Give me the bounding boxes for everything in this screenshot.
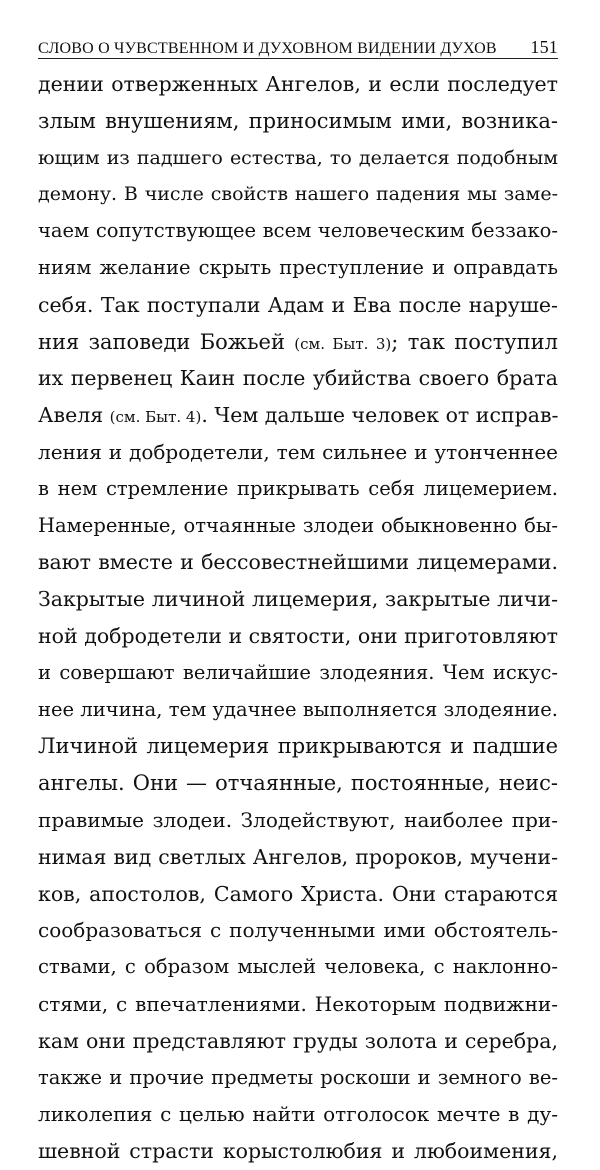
- text-line: чаем сопутствующее всем человеческим беззако-: [38, 219, 558, 243]
- text-line: шевной страсти корыстолюбия и любоимения,: [38, 1139, 558, 1164]
- chapter-title: СЛОВО О ЧУВСТВЕННОМ И ДУХОВНОМ ВИДЕНИИ ДУХОВ: [38, 40, 497, 57]
- text-line: и совершают величайшие злодеяния. Чем искус-: [38, 660, 558, 684]
- text-line: злым внушениям, приносимым ими, возника-: [38, 108, 558, 133]
- running-header: [38, 28, 558, 58]
- text-line: кам они представляют груды золота и серебра,: [38, 1028, 558, 1053]
- text-line: ления и добродетели, тем сильнее и утонченнее: [38, 439, 558, 464]
- text-line: ликолепия с целью найти отголосок мечте в ду-: [38, 1102, 558, 1127]
- page-number: 151: [530, 37, 558, 57]
- bible-reference: (см. Быт. 4): [109, 408, 202, 427]
- text-line: стями, с впечатлениями. Некоторым подвижни-: [38, 991, 558, 1016]
- text-line: ствами, с образом мыслей человека, с наклонно-: [38, 955, 558, 979]
- text-line: себя. Так поступали Адам и Ева после наруше-: [38, 292, 558, 317]
- text-line: в нем стремление прикрывать себя лицемерием.: [38, 476, 558, 500]
- text-line: ангелы. Они — отчаянные, постоянные, неис-: [38, 771, 558, 796]
- text-line: также и прочие предметы роскоши и земного ве-: [38, 1065, 558, 1089]
- text-line: ной добродетели и святости, они приготовляют: [38, 623, 558, 648]
- text-line: демону. В числе свойств нашего падения мы заме-: [38, 183, 558, 206]
- header-rule: [38, 58, 558, 59]
- text-line: ниям желание скрыть преступление и оправдать: [38, 255, 558, 279]
- text-line: нимая вид светлых Ангелов, пророков, мучени-: [38, 844, 558, 869]
- text-line: Намеренные, отчаянные злодеи обыкновенно бы-: [38, 513, 558, 537]
- text-line: Авеля (см. Быт. 4). Чем дальше человек от исправ-: [38, 403, 558, 428]
- body-text: [38, 66, 558, 1170]
- text-line: вают вместе и бессовестнейшими лицемерами.: [38, 550, 558, 575]
- text-line: ков, апостолов, Самого Христа. Они стараются: [38, 881, 558, 906]
- text-line: ния заповеди Божьей (см. Быт. 3); так поступил: [38, 329, 558, 354]
- text-line: ющим из падшего естества, то делается подобным: [38, 146, 558, 169]
- text-line: Закрытые личиной лицемерия, закрытые личи-: [38, 587, 558, 612]
- bible-reference: (см. Быт. 3): [294, 334, 392, 353]
- text-line: их первенец Каин после убийства своего брата: [38, 366, 558, 391]
- text-line: дении отверженных Ангелов, и если последует: [38, 72, 558, 96]
- text-line: Личиной лицемерия прикрываются и падшие: [38, 734, 558, 759]
- text-line: сообразоваться с полученными ими обстоятель-: [38, 918, 558, 943]
- text-line: нее личина, тем удачнее выполняется злодеяние.: [38, 697, 558, 721]
- text-line: правимые злодеи. Злодействуют, наиболее при-: [38, 807, 558, 832]
